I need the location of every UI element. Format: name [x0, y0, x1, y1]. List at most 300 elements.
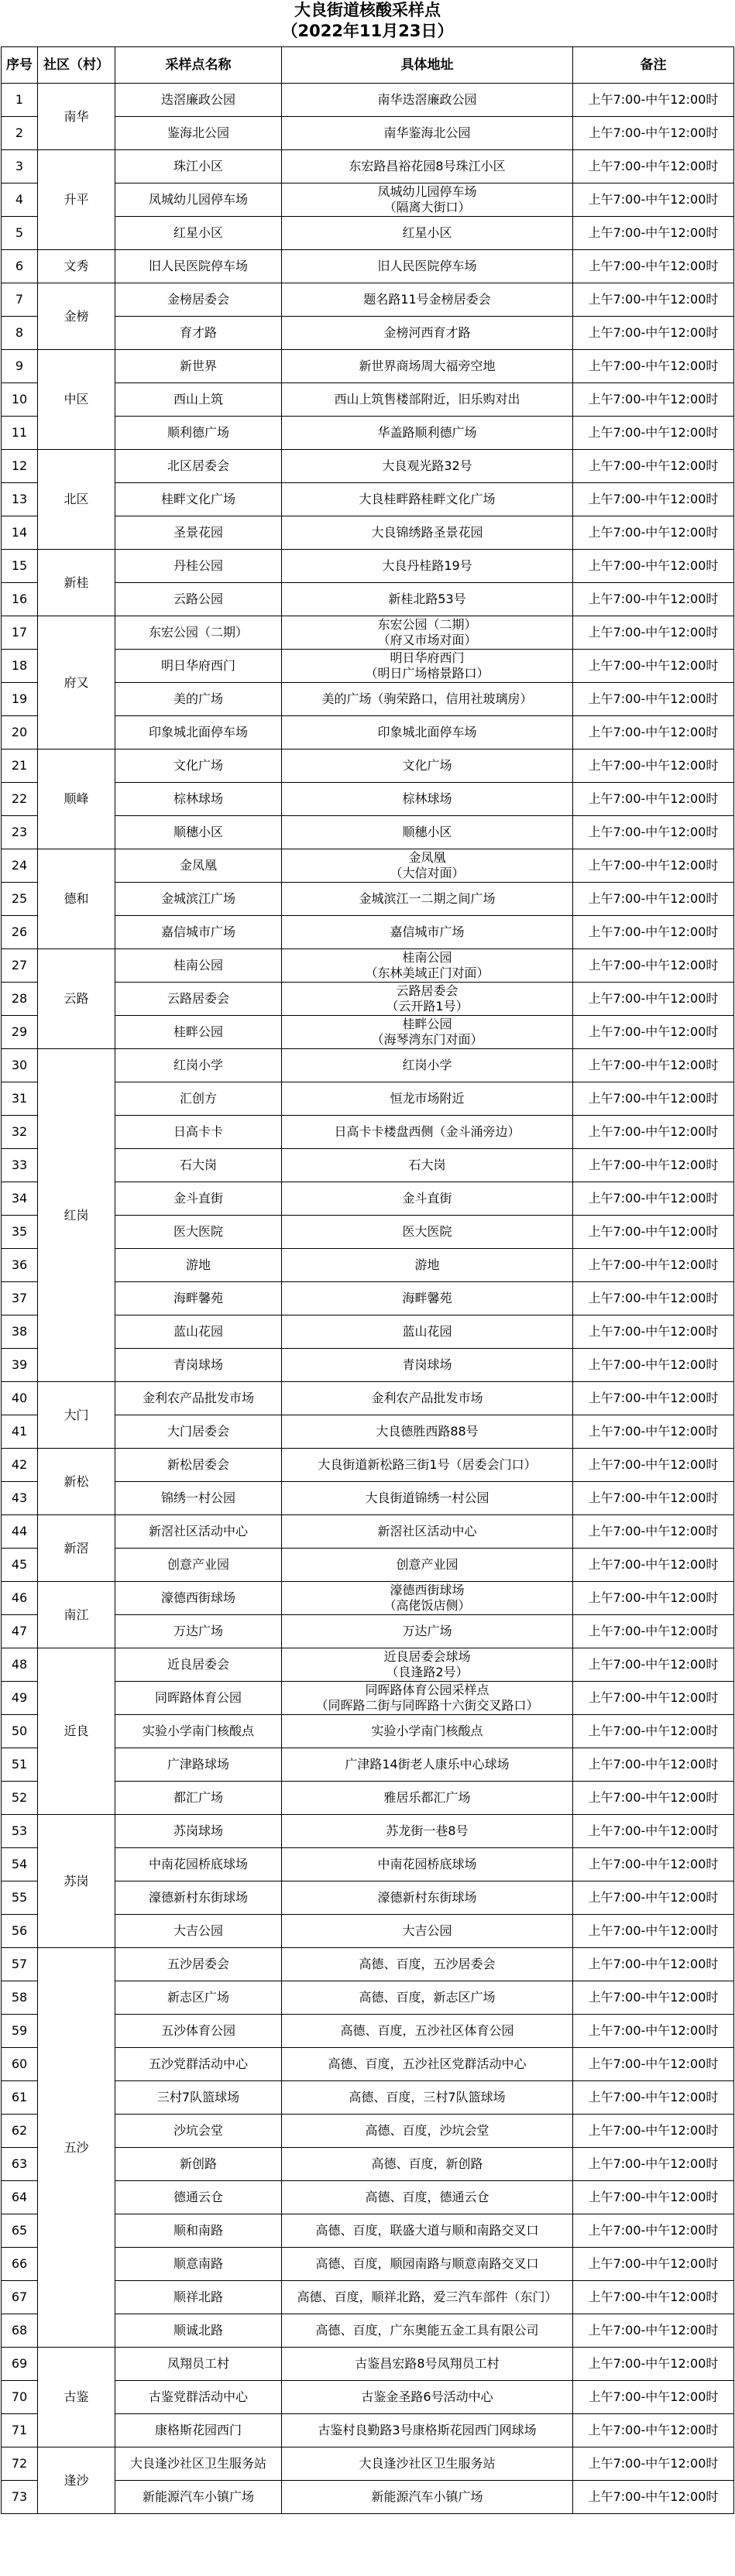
site-name: 红岗小学: [115, 1049, 282, 1082]
remark-time: 上午7:00-中午12:00时: [573, 1648, 734, 1682]
row-number: 66: [2, 2248, 38, 2281]
remark-time: 上午7:00-中午12:00时: [573, 1948, 734, 1981]
site-name: 旧人民医院停车场: [115, 250, 282, 283]
site-name: 丹桂公园: [115, 550, 282, 583]
address-line: 濠德新村东街球场: [377, 1890, 477, 1905]
row-number: 23: [2, 816, 38, 849]
sampling-points-table: [1, 46, 734, 2514]
address-line: 大良逢沙社区卫生服务站: [359, 2456, 496, 2471]
site-address: [282, 1981, 573, 2015]
remark-time: 上午7:00-中午12:00时: [573, 283, 734, 317]
site-name: 沙坑会堂: [115, 2115, 282, 2148]
site-address: [282, 1282, 573, 1315]
site-name: 顺意南路: [115, 2248, 282, 2281]
remark-time: 上午7:00-中午12:00时: [573, 2481, 734, 2514]
row-number: 26: [2, 916, 38, 949]
site-address: [282, 283, 573, 317]
address-line: 蓝山花园: [402, 1324, 452, 1339]
site-address: [282, 949, 573, 983]
remark-time: 上午7:00-中午12:00时: [573, 1549, 734, 1582]
table-row: [2, 283, 734, 317]
row-number: 14: [2, 516, 38, 550]
site-address: [282, 483, 573, 516]
address-note: （高佬饭店侧）: [383, 1598, 471, 1613]
remark-time: 上午7:00-中午12:00时: [573, 1415, 734, 1449]
address-line: 文化广场: [402, 758, 452, 773]
site-address: [282, 1881, 573, 1915]
row-number: 50: [2, 1715, 38, 1748]
row-number: 30: [2, 1049, 38, 1082]
community-name: 云路: [38, 949, 115, 1049]
community-name: 大门: [38, 1382, 115, 1449]
site-name: 汇创方: [115, 1082, 282, 1116]
community-name: 新桂: [38, 550, 115, 616]
site-address: [282, 1682, 573, 1715]
row-number: 37: [2, 1282, 38, 1315]
site-name: 金榜居委会: [115, 283, 282, 317]
remark-time: 上午7:00-中午12:00时: [573, 983, 734, 1016]
site-address: [282, 1782, 573, 1815]
remark-time: 上午7:00-中午12:00时: [573, 1815, 734, 1848]
site-address: [282, 1582, 573, 1615]
site-address: [282, 2381, 573, 2414]
site-address: [282, 816, 573, 849]
site-address: [282, 1915, 573, 1948]
remark-time: 上午7:00-中午12:00时: [573, 2348, 734, 2381]
remark-time: 上午7:00-中午12:00时: [573, 1282, 734, 1315]
site-name: 印象城北面停车场: [115, 716, 282, 749]
site-name: 新世界: [115, 350, 282, 383]
site-address: [282, 749, 573, 783]
row-number: 71: [2, 2414, 38, 2447]
site-address: [282, 2447, 573, 2481]
remark-time: 上午7:00-中午12:00时: [573, 1981, 734, 2015]
address-line: 东宏路昌裕花园8号珠江小区: [349, 159, 506, 173]
address-line: 中南花园桥底球场: [377, 1857, 477, 1871]
row-number: 72: [2, 2447, 38, 2481]
site-name: 万达广场: [115, 1615, 282, 1648]
table-row: [2, 1948, 734, 1981]
page-subtitle: （2022年11月23日）: [281, 22, 454, 40]
site-name: 五沙居委会: [115, 1948, 282, 1981]
community-name: 顺峰: [38, 749, 115, 849]
row-number: 67: [2, 2281, 38, 2314]
address-line: 高德、百度，五沙社区体育公园: [340, 2023, 514, 2038]
site-name: 东宏公园（二期）: [115, 616, 282, 650]
address-line: 大良观光路32号: [382, 458, 472, 473]
site-name: 濠德新村东街球场: [115, 1881, 282, 1915]
address-line: 高德、百度，新志区广场: [359, 1990, 496, 2005]
remark-time: 上午7:00-中午12:00时: [573, 383, 734, 417]
header-site-name: 采样点名称: [115, 47, 282, 84]
community-name: 古鉴: [38, 2348, 115, 2447]
address-line: 高德、百度，德通云仓: [365, 2190, 489, 2204]
site-name: 顺利德广场: [115, 417, 282, 450]
remark-time: 上午7:00-中午12:00时: [573, 1881, 734, 1915]
site-address: [282, 150, 573, 184]
site-name: 西山上筑: [115, 383, 282, 417]
site-address: [282, 1948, 573, 1981]
site-name: 古鉴党群活动中心: [115, 2381, 282, 2414]
remark-time: 上午7:00-中午12:00时: [573, 2115, 734, 2148]
site-address: [282, 2281, 573, 2314]
address-line: 桂畔公园: [402, 1017, 452, 1031]
remark-time: 上午7:00-中午12:00时: [573, 1715, 734, 1748]
site-address: [282, 1482, 573, 1515]
row-number: 27: [2, 949, 38, 983]
site-name: 顺诚北路: [115, 2314, 282, 2348]
remark-time: 上午7:00-中午12:00时: [573, 1782, 734, 1815]
address-line: 古鉴昌宏路8号凤翔员工村: [355, 2356, 500, 2371]
site-address: [282, 1382, 573, 1415]
remark-time: 上午7:00-中午12:00时: [573, 1116, 734, 1149]
remark-time: 上午7:00-中午12:00时: [573, 783, 734, 816]
community-name: 南江: [38, 1582, 115, 1648]
address-line: 同晖路体育公园采样点: [365, 1682, 489, 1697]
row-number: 4: [2, 184, 38, 217]
remark-time: 上午7:00-中午12:00时: [573, 250, 734, 283]
row-number: 55: [2, 1881, 38, 1915]
remark-time: 上午7:00-中午12:00时: [573, 1349, 734, 1382]
row-number: 35: [2, 1216, 38, 1249]
site-address: [282, 916, 573, 949]
row-number: 9: [2, 350, 38, 383]
table-row: [2, 250, 734, 283]
table-row: [2, 550, 734, 583]
site-address: [282, 2214, 573, 2248]
table-row: [2, 1582, 734, 1615]
address-line: 石大岗: [408, 1158, 446, 1172]
site-name: 苏岗球场: [115, 1815, 282, 1848]
site-name: 云路居委会: [115, 983, 282, 1016]
remark-time: 上午7:00-中午12:00时: [573, 2181, 734, 2214]
table-row: [2, 150, 734, 184]
site-address: [282, 1848, 573, 1881]
site-name: 近良居委会: [115, 1648, 282, 1682]
row-number: 47: [2, 1615, 38, 1648]
remark-time: 上午7:00-中午12:00时: [573, 1449, 734, 1482]
site-address: [282, 2048, 573, 2081]
row-number: 54: [2, 1848, 38, 1881]
address-line: 雅居乐都汇广场: [383, 1790, 471, 1805]
community-name: 苏岗: [38, 1815, 115, 1948]
address-line: 古鉴村良勤路3号康格斯花园西门网球场: [318, 2423, 537, 2437]
site-address: [282, 650, 573, 683]
site-address: [282, 2314, 573, 2348]
site-address: [282, 217, 573, 250]
site-address: [282, 1116, 573, 1149]
site-name: 新能源汽车小镇广场: [115, 2481, 282, 2514]
site-address: [282, 1049, 573, 1082]
site-address: [282, 1216, 573, 1249]
table-row: [2, 84, 734, 117]
site-address: [282, 849, 573, 883]
site-address: [282, 317, 573, 350]
address-line: 高德、百度，顺祥北路，爱三汽车部件（东门）: [297, 2290, 558, 2304]
site-address: [282, 2414, 573, 2447]
address-line: 大良街道新松路三街1号（居委会门口）: [318, 1457, 537, 1472]
site-address: [282, 516, 573, 550]
site-address: [282, 983, 573, 1016]
row-number: 17: [2, 616, 38, 650]
row-number: 56: [2, 1915, 38, 1948]
remark-time: 上午7:00-中午12:00时: [573, 1915, 734, 1948]
address-line: 高德、百度，沙坑会堂: [365, 2123, 489, 2138]
address-line: 游地: [414, 1257, 440, 1272]
row-number: 43: [2, 1482, 38, 1515]
address-line: 金利农产品批发市场: [371, 1391, 483, 1405]
remark-time: 上午7:00-中午12:00时: [573, 1515, 734, 1549]
site-name: 顺穗小区: [115, 816, 282, 849]
site-address: [282, 883, 573, 916]
address-line: 新桂北路53号: [388, 592, 466, 606]
site-address: [282, 1016, 573, 1049]
address-line: 明日华府西门: [390, 650, 465, 665]
remark-time: 上午7:00-中午12:00时: [573, 2314, 734, 2348]
remark-time: 上午7:00-中午12:00时: [573, 317, 734, 350]
community-name: 金榜: [38, 283, 115, 350]
row-number: 20: [2, 716, 38, 749]
row-number: 59: [2, 2015, 38, 2048]
address-note: （大信对面）: [390, 866, 465, 880]
table-row: [2, 450, 734, 483]
site-address: [282, 550, 573, 583]
site-address: [282, 2181, 573, 2214]
site-address: [282, 616, 573, 650]
remark-time: 上午7:00-中午12:00时: [573, 217, 734, 250]
remark-time: 上午7:00-中午12:00时: [573, 417, 734, 450]
table-row: [2, 1648, 734, 1682]
page-title-block: [0, 0, 735, 42]
remark-time: 上午7:00-中午12:00时: [573, 650, 734, 683]
address-note: （良逢路2号）: [386, 1665, 469, 1679]
site-name: 桂畔文化广场: [115, 483, 282, 516]
site-name: 新滘社区活动中心: [115, 1515, 282, 1549]
row-number: 13: [2, 483, 38, 516]
row-number: 48: [2, 1648, 38, 1682]
remark-time: 上午7:00-中午12:00时: [573, 2148, 734, 2181]
remark-time: 上午7:00-中午12:00时: [573, 1848, 734, 1881]
site-name: 创意产业园: [115, 1549, 282, 1582]
address-line: 金城滨江一二期之间广场: [359, 891, 496, 906]
row-number: 15: [2, 550, 38, 583]
address-line: 金榜河西育才路: [383, 325, 471, 340]
site-address: [282, 117, 573, 150]
site-name: 珠江小区: [115, 150, 282, 184]
site-name: 德通云仓: [115, 2181, 282, 2214]
address-line: 古鉴金圣路6号活动中心: [361, 2389, 493, 2404]
address-line: 大吉公园: [402, 1923, 452, 1938]
address-line: 金斗直街: [402, 1191, 452, 1206]
site-name: 同晖路体育公园: [115, 1682, 282, 1715]
row-number: 64: [2, 2181, 38, 2214]
remark-time: 上午7:00-中午12:00时: [573, 583, 734, 616]
address-line: 高德、百度，三村7队篮球场: [349, 2090, 506, 2104]
row-number: 34: [2, 1182, 38, 1216]
row-number: 6: [2, 250, 38, 283]
table-body: [2, 84, 734, 2514]
row-number: 73: [2, 2481, 38, 2514]
remark-time: 上午7:00-中午12:00时: [573, 2414, 734, 2447]
row-number: 21: [2, 749, 38, 783]
address-line: 高德、百度，五沙居委会: [359, 1957, 496, 1971]
site-name: 明日华府西门: [115, 650, 282, 683]
address-line: 大良德胜西路88号: [376, 1424, 479, 1439]
row-number: 22: [2, 783, 38, 816]
remark-time: 上午7:00-中午12:00时: [573, 683, 734, 716]
address-line: 嘉信城市广场: [390, 924, 465, 939]
remark-time: 上午7:00-中午12:00时: [573, 1382, 734, 1415]
community-name: 逢沙: [38, 2447, 115, 2514]
site-name: 云路公园: [115, 583, 282, 616]
address-line: 高德、百度，新创路: [371, 2156, 483, 2171]
address-line: 青岗球场: [402, 1357, 452, 1372]
address-line: 实验小学南门核酸点: [371, 1724, 483, 1738]
row-number: 33: [2, 1149, 38, 1182]
site-name: 金斗直街: [115, 1182, 282, 1216]
site-address: [282, 1615, 573, 1648]
remark-time: 上午7:00-中午12:00时: [573, 816, 734, 849]
row-number: 42: [2, 1449, 38, 1482]
remark-time: 上午7:00-中午12:00时: [573, 916, 734, 949]
header-no: 序号: [2, 47, 38, 84]
address-line: 顺穗小区: [402, 825, 452, 839]
site-name: 新志区广场: [115, 1981, 282, 2015]
remark-time: 上午7:00-中午12:00时: [573, 1082, 734, 1116]
address-line: 近良居委会球场: [383, 1649, 471, 1664]
site-name: 中南花园桥底球场: [115, 1848, 282, 1881]
table-row: [2, 2348, 734, 2381]
address-line: 高德、百度，五沙社区党群活动中心: [328, 2056, 527, 2071]
site-address: [282, 2115, 573, 2148]
site-name: 圣景花园: [115, 516, 282, 550]
site-name: 嘉信城市广场: [115, 916, 282, 949]
community-name: 北区: [38, 450, 115, 550]
remark-time: 上午7:00-中午12:00时: [573, 483, 734, 516]
address-line: 桂南公园: [402, 950, 452, 965]
row-number: 32: [2, 1116, 38, 1149]
site-address: [282, 783, 573, 816]
site-name: 棕林球场: [115, 783, 282, 816]
remark-time: 上午7:00-中午12:00时: [573, 1016, 734, 1049]
table-row: [2, 749, 734, 783]
site-name: 文化广场: [115, 749, 282, 783]
row-number: 39: [2, 1349, 38, 1382]
address-line: 西山上筑售楼部附近，旧乐购对出: [334, 392, 520, 406]
site-name: 医大医院: [115, 1216, 282, 1249]
address-note: （云开路1号）: [386, 999, 469, 1014]
remark-time: 上午7:00-中午12:00时: [573, 2048, 734, 2081]
remark-time: 上午7:00-中午12:00时: [573, 616, 734, 650]
row-number: 40: [2, 1382, 38, 1415]
remark-time: 上午7:00-中午12:00时: [573, 2281, 734, 2314]
table-row: [2, 1449, 734, 1482]
row-number: 29: [2, 1016, 38, 1049]
site-address: [282, 250, 573, 283]
row-number: 52: [2, 1782, 38, 1815]
address-line: 海畔馨苑: [402, 1291, 452, 1305]
row-number: 51: [2, 1748, 38, 1782]
site-name: 大良逢沙社区卫生服务站: [115, 2447, 282, 2481]
remark-time: 上午7:00-中午12:00时: [573, 1682, 734, 1715]
row-number: 25: [2, 883, 38, 916]
row-number: 16: [2, 583, 38, 616]
row-number: 41: [2, 1415, 38, 1449]
row-number: 7: [2, 283, 38, 317]
row-number: 44: [2, 1515, 38, 1549]
site-name: 金城滨江广场: [115, 883, 282, 916]
site-address: [282, 450, 573, 483]
table-row: [2, 1515, 734, 1549]
community-name: 南华: [38, 84, 115, 150]
site-name: 金利农产品批发市场: [115, 1382, 282, 1415]
address-line: 旧人民医院停车场: [377, 259, 477, 273]
site-name: 北区居委会: [115, 450, 282, 483]
row-number: 8: [2, 317, 38, 350]
row-number: 28: [2, 983, 38, 1016]
remark-time: 上午7:00-中午12:00时: [573, 883, 734, 916]
row-number: 5: [2, 217, 38, 250]
site-address: [282, 2481, 573, 2514]
address-line: 广津路14街老人康乐中心球场: [345, 1757, 510, 1772]
site-address: [282, 1182, 573, 1216]
site-name: 都汇广场: [115, 1782, 282, 1815]
address-line: 创意产业园: [396, 1557, 459, 1572]
site-name: 康格斯花园西门: [115, 2414, 282, 2447]
row-number: 2: [2, 117, 38, 150]
address-line: 大良街道锦绣一村公园: [365, 1490, 489, 1505]
row-number: 19: [2, 683, 38, 716]
remark-time: 上午7:00-中午12:00时: [573, 350, 734, 383]
address-line: 高德、百度，顺园南路与顺意南路交叉口: [315, 2256, 539, 2271]
address-line: 万达广场: [402, 1624, 452, 1638]
remark-time: 上午7:00-中午12:00时: [573, 949, 734, 983]
site-address: [282, 1815, 573, 1848]
community-name: 近良: [38, 1648, 115, 1815]
site-address: [282, 583, 573, 616]
header-community: 社区（村）: [38, 47, 115, 84]
remark-time: 上午7:00-中午12:00时: [573, 749, 734, 783]
site-name: 海畔馨苑: [115, 1282, 282, 1315]
row-number: 63: [2, 2148, 38, 2181]
table-row: [2, 1049, 734, 1082]
site-name: 鉴海北公园: [115, 117, 282, 150]
remark-time: 上午7:00-中午12:00时: [573, 1582, 734, 1615]
site-name: 红星小区: [115, 217, 282, 250]
site-address: [282, 2148, 573, 2181]
address-line: 棕林球场: [402, 791, 452, 806]
remark-time: 上午7:00-中午12:00时: [573, 1149, 734, 1182]
site-address: [282, 1315, 573, 1349]
site-name: 锦绣一村公园: [115, 1482, 282, 1515]
site-address: [282, 1648, 573, 1682]
site-address: [282, 350, 573, 383]
address-line: 新能源汽车小镇广场: [371, 2489, 483, 2504]
site-name: 日高卡卡: [115, 1116, 282, 1149]
remark-time: 上午7:00-中午12:00时: [573, 2248, 734, 2281]
site-name: 桂南公园: [115, 949, 282, 983]
row-number: 3: [2, 150, 38, 184]
row-number: 46: [2, 1582, 38, 1615]
row-number: 12: [2, 450, 38, 483]
remark-time: 上午7:00-中午12:00时: [573, 2214, 734, 2248]
header-address: 具体地址: [282, 47, 573, 84]
site-name: 凤翔员工村: [115, 2348, 282, 2381]
address-line: 华盖路顺利德广场: [377, 425, 477, 440]
remark-time: 上午7:00-中午12:00时: [573, 84, 734, 117]
address-note: （明日广场榕景路口）: [365, 666, 489, 681]
row-number: 18: [2, 650, 38, 683]
